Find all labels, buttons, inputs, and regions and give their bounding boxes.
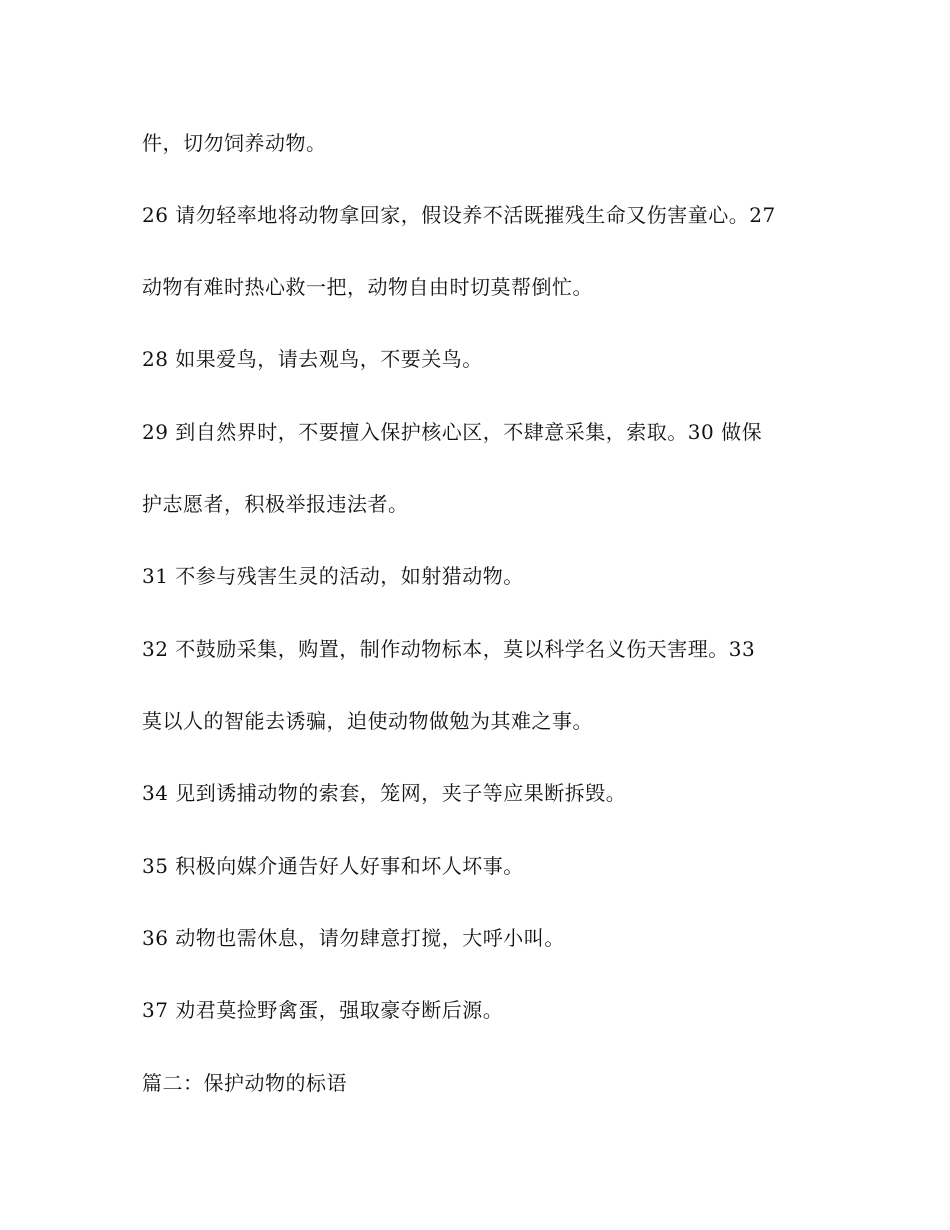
- text-line: 件，切勿饲养动物。: [142, 131, 327, 155]
- text-line: 动物有难时热心救一把，动物自由时切莫帮倒忙。: [142, 275, 593, 299]
- text-line: 35 积极向媒介通告好人好事和坏人坏事。: [142, 854, 524, 878]
- text-line: 34 见到诱捕动物的索套，笼网，夹子等应果断拆毁。: [142, 781, 627, 805]
- text-line: 36 动物也需休息，请勿肆意打搅，大呼小叫。: [142, 926, 565, 950]
- text-line: 28 如果爱鸟，请去观鸟，不要关鸟。: [142, 347, 483, 371]
- text-line: 护志愿者，积极举报违法者。: [142, 492, 409, 516]
- section-heading: 篇二：保护动物的标语: [142, 1071, 347, 1095]
- text-line: 32 不鼓励采集，购置，制作动物标本，莫以科学名义伤天害理。33: [142, 637, 756, 661]
- text-line: 26 请勿轻率地将动物拿回家，假设养不活既摧残生命又伤害童心。27: [142, 203, 776, 227]
- text-line: 莫以人的智能去诱骗，迫使动物做勉为其难之事。: [142, 709, 593, 733]
- text-line: 37 劝君莫捡野禽蛋，强取豪夺断后源。: [142, 998, 504, 1022]
- text-line: 31 不参与残害生灵的活动，如射猎动物。: [142, 564, 524, 588]
- text-line: 29 到自然界时，不要擅入保护核心区，不肆意采集，索取。30 做保: [142, 420, 763, 444]
